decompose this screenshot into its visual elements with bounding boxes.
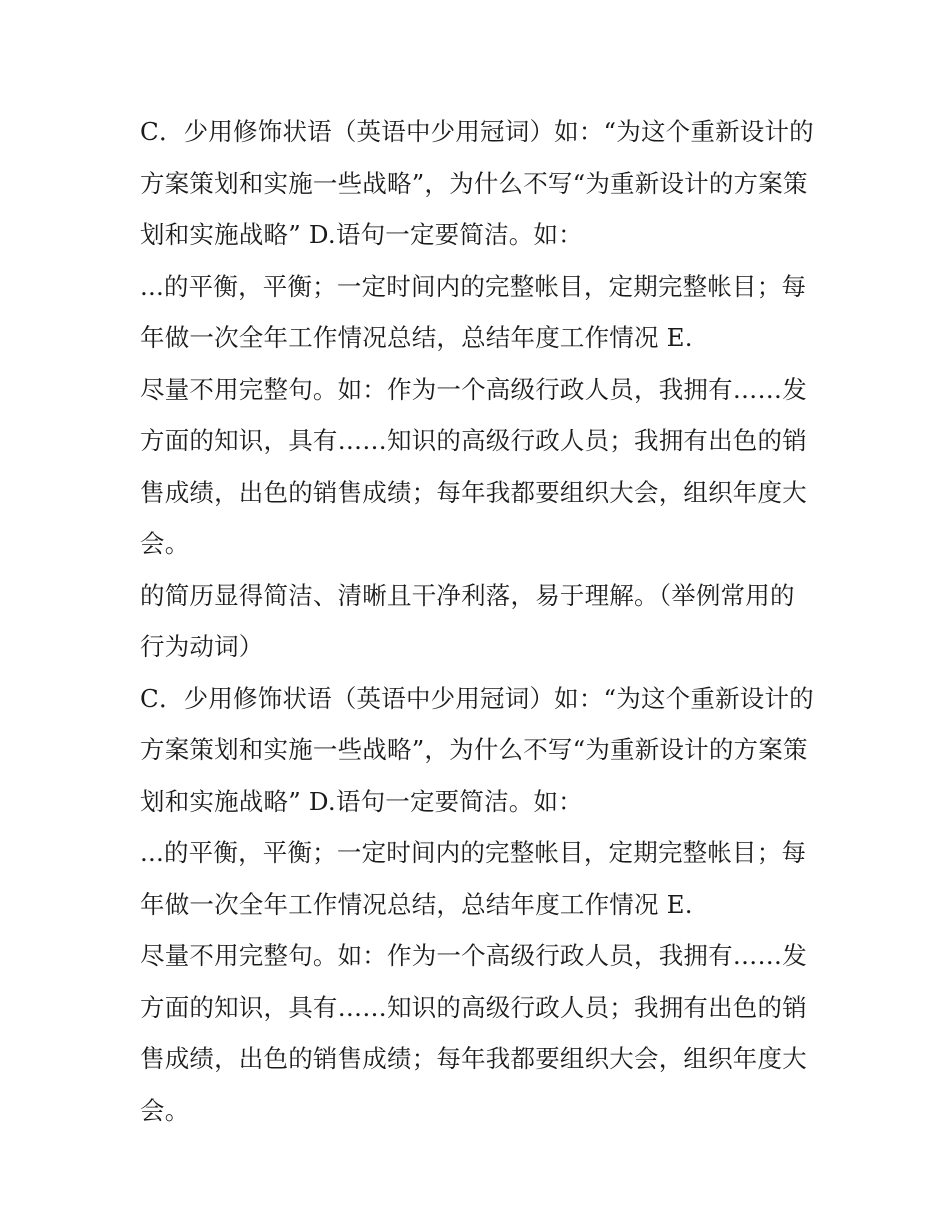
text-line: C．少用修饰状语（英语中少用冠词）如：“为这个重新设计的 (140, 683, 814, 713)
paragraph (140, 827, 820, 930)
paragraph (140, 364, 820, 570)
text-line: 年做一次全年工作情况总结，总结年度工作情况 E. (140, 323, 693, 352)
text-line: 售成绩，出色的销售成绩；每年我都要组织大会，组织年度大 (140, 1044, 807, 1073)
text-line: 年做一次全年工作情况总结，总结年度工作情况 E. (140, 889, 693, 919)
paragraph (140, 570, 820, 673)
text-line: 尽量不用完整句。如：作为一个高级行政人员，我拥有……发 (140, 374, 807, 404)
paragraph (140, 930, 820, 1136)
text-line: C．少用修饰状语（英语中少用冠词）如：“为这个重新设计的 (140, 117, 814, 146)
text-line: 行为动词） (140, 632, 264, 661)
text-line: ...的平衡，平衡；一定时间内的完整帐目，定期完整帐目；每 (140, 838, 807, 867)
text-line: 会。 (140, 1095, 190, 1125)
text-line: 方案策划和实施一些战略”，为什么不写“为重新设计的方案策 (140, 735, 808, 764)
text-line: 划和实施战略” D.语句一定要简洁。如： (140, 786, 583, 816)
document-body (140, 106, 820, 1136)
paragraph (140, 261, 820, 364)
paragraph (140, 106, 820, 261)
text-line: 售成绩，出色的销售成绩；每年我都要组织大会，组织年度大 (140, 477, 807, 507)
text-line: 尽量不用完整句。如：作为一个高级行政人员，我拥有……发 (140, 941, 807, 970)
text-line: 方面的知识，具有……知识的高级行政人员；我拥有出色的销 (140, 992, 807, 1022)
text-line: 方案策划和实施一些战略”，为什么不写“为重新设计的方案策 (140, 168, 808, 198)
text-line: ...的平衡，平衡；一定时间内的完整帐目，定期完整帐目；每 (140, 271, 807, 301)
paragraph (140, 673, 820, 828)
text-line: 方面的知识，具有……知识的高级行政人员；我拥有出色的销 (140, 426, 807, 455)
text-line: 划和实施战略” D.语句一定要简洁。如： (140, 220, 583, 249)
text-line: 会。 (140, 529, 190, 558)
text-line: 的简历显得简洁、清晰且干净利落，易于理解。（举例常用的 (140, 580, 795, 610)
